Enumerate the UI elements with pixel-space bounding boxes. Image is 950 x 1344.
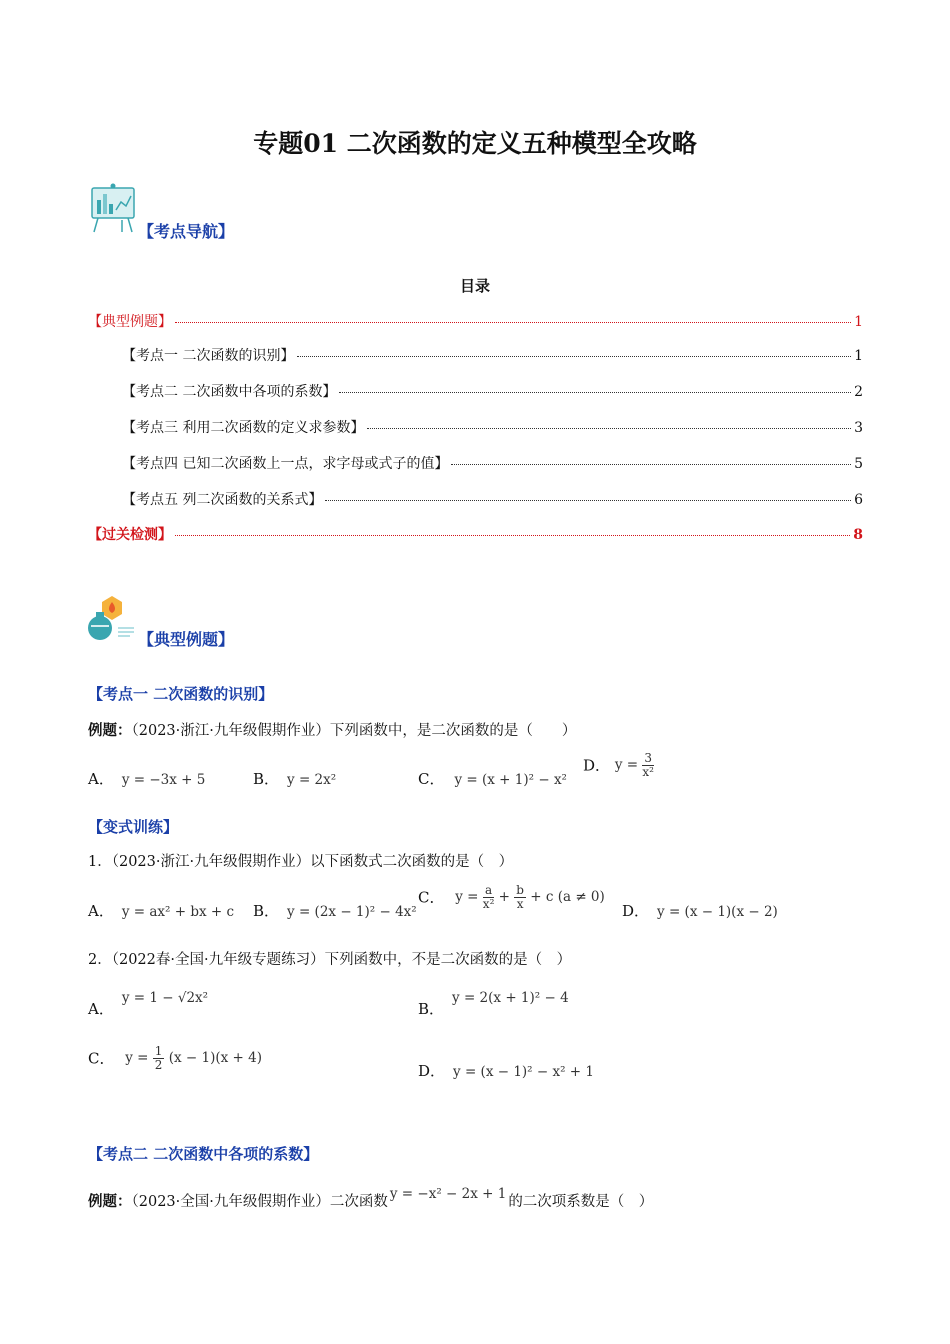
toc-item-label: 【过关检测】 xyxy=(88,527,172,543)
q1-option-a[interactable] xyxy=(88,900,234,921)
example-text: （2023·浙江·九年级假期作业）下列函数中，是二次函数的是（ ） xyxy=(131,723,577,739)
option-math: y = 1 − √2x² xyxy=(121,990,209,1006)
toc-item-label: 【考点二 二次函数中各项的系数】 xyxy=(122,384,337,400)
toc-item-kp1[interactable] xyxy=(122,345,863,365)
toc-item-examples[interactable] xyxy=(88,311,863,331)
toc-page: 6 xyxy=(854,492,863,508)
toc-page: 2 xyxy=(854,384,863,400)
kp1-option-b[interactable] xyxy=(253,768,336,789)
toc-item-kp5[interactable] xyxy=(122,489,863,509)
option-letter: D． xyxy=(418,1062,446,1080)
toc-leader xyxy=(451,464,851,465)
page-title: 专题01 二次函数的定义五种模型全攻略 xyxy=(253,129,697,158)
numerator: b xyxy=(516,883,524,897)
option-math: y = 2(x + 1)² − 4 xyxy=(452,990,569,1006)
denominator: x xyxy=(516,896,524,911)
plus-sign: + xyxy=(498,888,510,905)
option-math: y = −3x + 5 xyxy=(121,772,206,788)
kp2-heading: 【考点二 二次函数中各项的系数】 xyxy=(88,1145,319,1163)
option-math: y = ax² + bx + c xyxy=(121,904,235,920)
kp1-option-c[interactable] xyxy=(418,768,567,789)
denominator: 2 xyxy=(154,1057,163,1072)
toc-item-label: 【考点四 已知二次函数上一点，求字母或式子的值】 xyxy=(122,456,449,472)
example-prefix: 例题： xyxy=(88,1193,132,1210)
toc-page: 1 xyxy=(854,314,863,330)
q1-option-d[interactable] xyxy=(622,900,778,921)
option-math: y = (x − 1)(x − 2) xyxy=(657,904,778,920)
toc-leader xyxy=(367,428,851,429)
option-letter: D． xyxy=(583,756,611,775)
eq-tail: + c (a ≠ 0) xyxy=(530,888,605,905)
kp1-option-d[interactable] xyxy=(583,752,654,778)
variant-q1: 1．（2023·浙江·九年级假期作业）以下函数式二次函数的是（ ） xyxy=(88,854,514,870)
option-letter: B． xyxy=(253,770,280,788)
flask-icon xyxy=(86,594,138,642)
toc-page: 1 xyxy=(854,348,863,364)
option-letter: B． xyxy=(253,902,280,920)
option-letter: C． xyxy=(418,888,445,907)
q2-option-c[interactable] xyxy=(88,1045,262,1071)
option-math xyxy=(614,751,654,779)
q2-option-a[interactable] xyxy=(88,990,209,1018)
option-math: y = 2x² xyxy=(287,772,337,788)
whiteboard-icon xyxy=(88,182,138,234)
denominator: x² xyxy=(482,896,495,911)
kp2-example xyxy=(88,1186,654,1211)
example-text: （2023·全国·九年级假期作业）二次函数 xyxy=(131,1194,388,1210)
option-math: y = (x − 1)² − x² + 1 xyxy=(453,1064,594,1080)
option-math: y = (2x − 1)² − 4x² xyxy=(287,904,417,920)
toc-page: 3 xyxy=(854,420,863,436)
example-math: y = −x² − 2x + 1 xyxy=(389,1186,507,1202)
toc-leader xyxy=(325,500,851,501)
option-letter: B． xyxy=(418,1000,445,1018)
example-prefix: 例题： xyxy=(88,722,132,739)
toc-leader xyxy=(175,322,851,323)
toc-page: 8 xyxy=(853,527,863,543)
q1-option-c[interactable] xyxy=(418,884,605,910)
option-letter: A． xyxy=(88,902,114,920)
toc-item-label: 【典型例题】 xyxy=(88,314,172,330)
eq-left: y = xyxy=(614,756,639,773)
numerator: 3 xyxy=(644,751,652,765)
option-math xyxy=(125,1044,262,1072)
eq-left: y = xyxy=(125,1049,149,1066)
numerator: a xyxy=(485,883,493,897)
option-letter: C． xyxy=(418,770,445,788)
toc-leader xyxy=(175,535,850,536)
variant-q2: 2．（2022春·全国·九年级专题练习）下列函数中，不是二次函数的是（ ） xyxy=(88,952,572,968)
kp1-heading: 【考点一 二次函数的识别】 xyxy=(88,685,274,703)
fraction xyxy=(153,1045,165,1071)
option-letter: C． xyxy=(88,1049,115,1068)
variant-heading: 【变式训练】 xyxy=(88,818,179,836)
kp1-option-a[interactable] xyxy=(88,768,205,789)
nav-label: 【考点导航】 xyxy=(138,222,235,241)
toc-item-check[interactable] xyxy=(88,524,863,544)
option-letter: A． xyxy=(88,770,114,788)
q1-option-b[interactable] xyxy=(253,900,417,921)
toc-leader xyxy=(339,392,851,393)
toc-heading: 目录 xyxy=(459,277,490,295)
toc-item-label: 【考点五 列二次函数的关系式】 xyxy=(122,492,323,508)
q2-option-b[interactable] xyxy=(418,990,569,1018)
example-tail: 的二次项系数是（ ） xyxy=(508,1194,654,1210)
option-math: y = (x + 1)² − x² xyxy=(454,772,567,788)
option-letter: A． xyxy=(88,1000,114,1018)
toc-item-kp3[interactable] xyxy=(122,417,863,437)
numerator: 1 xyxy=(154,1044,163,1058)
fraction xyxy=(642,752,654,778)
denominator: x² xyxy=(642,764,654,779)
kp1-example xyxy=(88,719,576,740)
examples-label: 【典型例题】 xyxy=(138,630,235,649)
toc-item-label: 【考点三 利用二次函数的定义求参数】 xyxy=(122,420,365,436)
toc-item-kp4[interactable] xyxy=(122,453,863,473)
toc-item-label: 【考点一 二次函数的识别】 xyxy=(122,348,295,364)
toc-leader xyxy=(297,356,851,357)
option-letter: D． xyxy=(622,902,650,920)
eq-tail: (x − 1)(x + 4) xyxy=(168,1049,262,1066)
q2-option-d[interactable] xyxy=(418,1060,594,1081)
toc-item-kp2[interactable] xyxy=(122,381,863,401)
eq-left: y = xyxy=(455,888,479,905)
option-math xyxy=(455,883,605,911)
fraction xyxy=(483,884,495,910)
fraction xyxy=(514,884,526,910)
toc-page: 5 xyxy=(854,456,863,472)
